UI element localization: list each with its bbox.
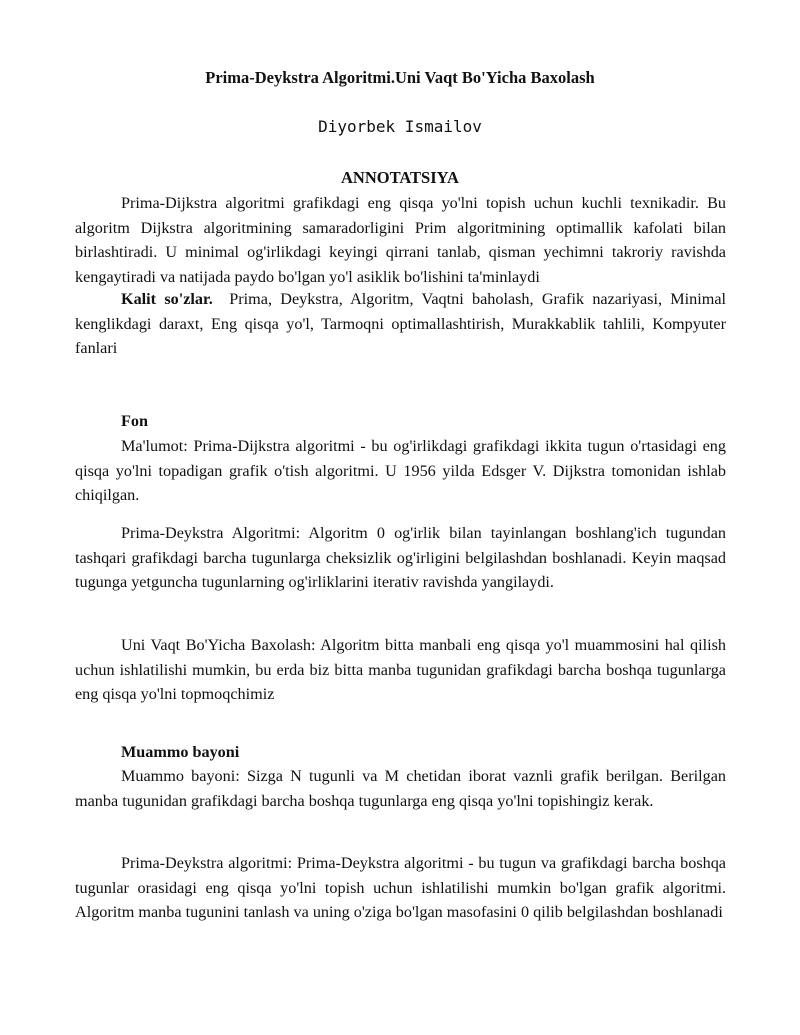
keywords-label: Kalit so'zlar. bbox=[121, 290, 213, 308]
section-heading-fon: Fon bbox=[121, 412, 148, 430]
abstract-text: Prima-Dijkstra algoritmi grafikdagi eng qisqa yo'lni topish uchun kuchli texnikadir. Bu algoritm Dijkstra algoritmining samaradorligini Prim algoritmining optimallik kafolati bilan birlashtiradi. U minimal og'irlikdagi keyingi qirrani tanlab, qisman yechimni takroriy ravishda kengaytiradi va natijada paydo bo'lgan yo'l asiklik bo'lishini ta'minlaydi bbox=[75, 194, 726, 286]
section-paragraph bbox=[75, 764, 726, 813]
paper-title: Prima-Deykstra Algoritmi.Uni Vaqt Bo'Yicha Baxolash bbox=[205, 68, 595, 87]
keywords-paragraph bbox=[75, 287, 726, 361]
paragraph-text: Ma'lumot: Prima-Dijkstra algoritmi - bu og'irlikdagi grafikdagi ikkita tugun o'rtasidagi eng qisqa yo'lni topadigan grafik o'tish algoritmi. U 1956 yilda Edsger V. Dijkstra tomonidan ishlab chiqilgan. bbox=[75, 437, 726, 505]
paragraph-text: Prima-Deykstra algoritmi: Prima-Deykstra algoritmi - bu tugun va grafikdagi barcha boshqa tugunlar orasidagi eng qisqa yo'lni topish uchun ishlatilishi mumkin bo'lgan grafik algoritmi. Algoritm manba tugunini tanlash va uning o'ziga bo'lgan masofasini 0 qilib belgilashdan boshlanadi bbox=[75, 854, 726, 922]
section-paragraph bbox=[75, 851, 726, 925]
abstract-heading: ANNOTATSIYA bbox=[341, 168, 459, 187]
paragraph-text: Prima-Deykstra Algoritmi: Algoritm 0 og'irlik bilan tayinlangan boshlang'ich tugundan tashqari grafikdagi barcha tugunlarga cheksizlik og'irligini belgilashdan boshlanadi. Keyin maqsad tugunga yetguncha tugunlarning og'irliklarini iterativ ravishda yangilaydi. bbox=[75, 524, 726, 592]
paragraph-text: Muammo bayoni: Sizga N tugunli va M chetidan iborat vaznli grafik berilgan. Berilgan manba tugunidan grafikdagi barcha boshqa tugunlarga eng qisqa yo'lni topishingiz kerak. bbox=[75, 767, 726, 810]
section-paragraph bbox=[75, 633, 726, 707]
paragraph-text: Uni Vaqt Bo'Yicha Baxolash: Algoritm bitta manbali eng qisqa yo'l muammosini hal qilish uchun ishlatilishi mumkin, bu erda biz bitta manba tugunidan grafikdagi barcha boshqa tugunlarga eng qisqa yo'lni topmoqchimiz bbox=[75, 636, 726, 704]
section-heading-muammo-bayoni: Muammo bayoni bbox=[121, 743, 240, 761]
keywords-section bbox=[75, 287, 726, 361]
section-paragraph bbox=[75, 434, 726, 508]
abstract-section bbox=[75, 191, 726, 289]
author-name: Diyorbek Ismailov bbox=[318, 117, 482, 136]
section-paragraph bbox=[75, 521, 726, 595]
keywords-text: Prima, Deykstra, Algoritm, Vaqtni baholash, Grafik nazariyasi, Minimal kenglikdagi daraxt, Eng qisqa yo'l, Tarmoqni optimallashtirish, Murakkablik tahlili, Kompyuter fanlari bbox=[75, 290, 727, 358]
